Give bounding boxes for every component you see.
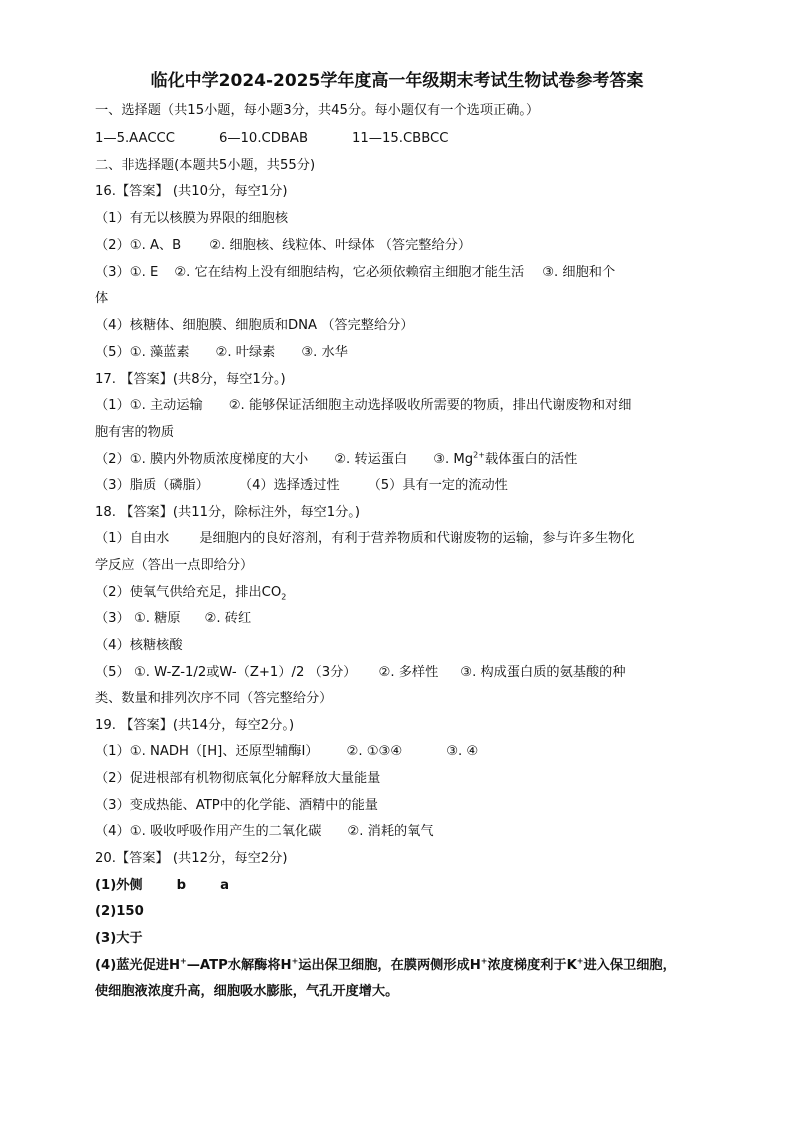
q18-5-part2: ②. 多样性 bbox=[378, 665, 439, 680]
q18-answer-1-cont: 学反应（答出一点即给分） bbox=[95, 558, 254, 573]
q16-2-part1: （2）①. A、B bbox=[95, 238, 182, 253]
section2-heading: 二、非选择题(本题共5小题，共55分) bbox=[95, 158, 316, 173]
mc-answers-1-5: 1—5.AACCC bbox=[95, 131, 175, 146]
q20-answer-4-cont: 使细胞液浓度升高，细胞吸水膨胀，气孔开度增大。 bbox=[95, 984, 399, 999]
q18-answer-5-cont: 类、数量和排列次序不同（答完整给分） bbox=[95, 691, 333, 706]
q17-header: 17. 【答案】(共8分，每空1分。) bbox=[95, 372, 286, 387]
q17-4: （4）选择透过性 bbox=[238, 478, 340, 493]
q19-1-part2: ②. ①③④ bbox=[346, 744, 403, 759]
q17-answer-3-5 bbox=[95, 477, 508, 495]
q18-answer-1 bbox=[95, 530, 635, 548]
q18-5-part1: （5） ①. W-Z-1/2或W-（Z+1）/2 （3分） bbox=[95, 665, 357, 680]
document-title: 临化中学2024-2025学年度高一年级期末考试生物试卷参考答案 bbox=[150, 71, 644, 91]
q18-answer-2: （2）使氧气供给充足，排出$CO_2$ bbox=[95, 585, 287, 602]
q16-5-part1: （5）①. 藻蓝素 bbox=[95, 345, 190, 360]
q19-header: 19. 【答案】(共14分，每空2分。) bbox=[95, 718, 295, 733]
mc-answers-row bbox=[95, 130, 448, 148]
q20-1-part2: b bbox=[176, 878, 187, 893]
q17-2-part1: （2）①. 膜内外物质浓度梯度的大小 bbox=[95, 452, 309, 467]
section1-heading: 一、选择题（共15小题，每小题3分，共45分。每小题仅有一个选项正确。） bbox=[95, 103, 540, 118]
q17-5: （5）具有一定的流动性 bbox=[367, 478, 508, 493]
q17-answer-2 bbox=[95, 451, 577, 469]
q16-answer-2 bbox=[95, 237, 471, 255]
q18-1-part2: 是细胞内的良好溶剂，有利于营养物质和代谢废物的运输，参与许多生物化 bbox=[199, 531, 635, 546]
q18-answer-5 bbox=[95, 664, 626, 682]
q19-4-part2: ②. 消耗的氧气 bbox=[347, 824, 434, 839]
q16-2-part2: ②. 细胞核、线粒体、叶绿体 （答完整给分） bbox=[209, 238, 472, 253]
q19-1-part1: （1）①. NADH（[H]、还原型辅酶Ⅰ） bbox=[95, 744, 319, 759]
q18-answer-4: （4）核糖核酸 bbox=[95, 638, 183, 653]
q17-answer-1 bbox=[95, 397, 631, 415]
mc-answers-6-10: 6—10.CDBAB bbox=[218, 131, 308, 146]
q16-answer-3 bbox=[95, 264, 615, 282]
q16-answer-4: （4）核糖体、细胞膜、细胞质和DNA （答完整给分） bbox=[95, 318, 414, 333]
q20-1-part1: (1)外侧 bbox=[95, 878, 143, 893]
q16-3-part2: ②. 它在结构上没有细胞结构，它必须依赖宿主细胞才能生活 bbox=[174, 265, 525, 280]
q19-answer-4 bbox=[95, 823, 434, 841]
q20-1-part3: a bbox=[220, 878, 229, 893]
q18-5-part3: ③. 构成蛋白质的氨基酸的种 bbox=[460, 665, 626, 680]
q17-1-part2: ②. 能够保证活细胞主动选择吸收所需要的物质，排出代谢废物和对细 bbox=[228, 398, 632, 413]
q16-answer-5 bbox=[95, 344, 348, 362]
q19-4-part1: （4）①. 吸收呼吸作用产生的二氧化碳 bbox=[95, 824, 322, 839]
q17-1-part1: （1）①. 主动运输 bbox=[95, 398, 203, 413]
q18-header: 18. 【答案】(共11分，除标注外，每空1分。) bbox=[95, 505, 361, 520]
q18-3-part1: （3） ①. 糖原 bbox=[95, 611, 181, 626]
q18-3-part2: ②. 砖红 bbox=[204, 611, 252, 626]
q16-3-part3: ③. 细胞和个 bbox=[542, 265, 616, 280]
q16-answer-3-cont: 体 bbox=[95, 291, 109, 306]
q17-2-part2: ②. 转运蛋白 bbox=[334, 452, 408, 467]
q18-1-part1: （1）自由水 bbox=[95, 531, 170, 546]
q16-header: 16.【答案】 (共10分，每空1分) bbox=[95, 184, 288, 199]
q16-answer-1: （1）有无以核膜为界限的细胞核 bbox=[95, 211, 289, 226]
q19-answer-1 bbox=[95, 743, 478, 761]
q19-answer-3: （3）变成热能、ATP中的化学能、酒精中的能量 bbox=[95, 798, 378, 813]
q20-answer-4: (4)蓝光促进H+—ATP水解酶将H+运出保卫细胞，在膜两侧形成H+浓度梯度利于K+进入保卫细胞， bbox=[95, 956, 676, 973]
mc-answers-11-15: 11—15.CBBCC bbox=[352, 131, 449, 146]
q19-1-part3: ③. ④ bbox=[446, 744, 479, 759]
q16-5-part2: ②. 叶绿素 bbox=[215, 345, 276, 360]
q17-3: （3）脂质（磷脂） bbox=[95, 478, 209, 493]
q18-answer-3 bbox=[95, 610, 251, 628]
q19-answer-2: （2）促进根部有机物彻底氧化分解释放大量能量 bbox=[95, 771, 381, 786]
q20-header: 20.【答案】 (共12分，每空2分) bbox=[95, 851, 288, 866]
q16-3-part1: （3）①. E bbox=[95, 265, 159, 280]
q20-answer-2: (2)150 bbox=[95, 904, 144, 919]
q17-answer-1-cont: 胞有害的物质 bbox=[95, 425, 175, 440]
q16-5-part3: ③. 水华 bbox=[301, 345, 348, 360]
q20-answer-3: (3)大于 bbox=[95, 931, 143, 946]
q17-2-part3: ③. $Mg^{2+}$载体蛋白的活性 bbox=[433, 450, 578, 467]
q20-answer-1 bbox=[95, 877, 229, 895]
